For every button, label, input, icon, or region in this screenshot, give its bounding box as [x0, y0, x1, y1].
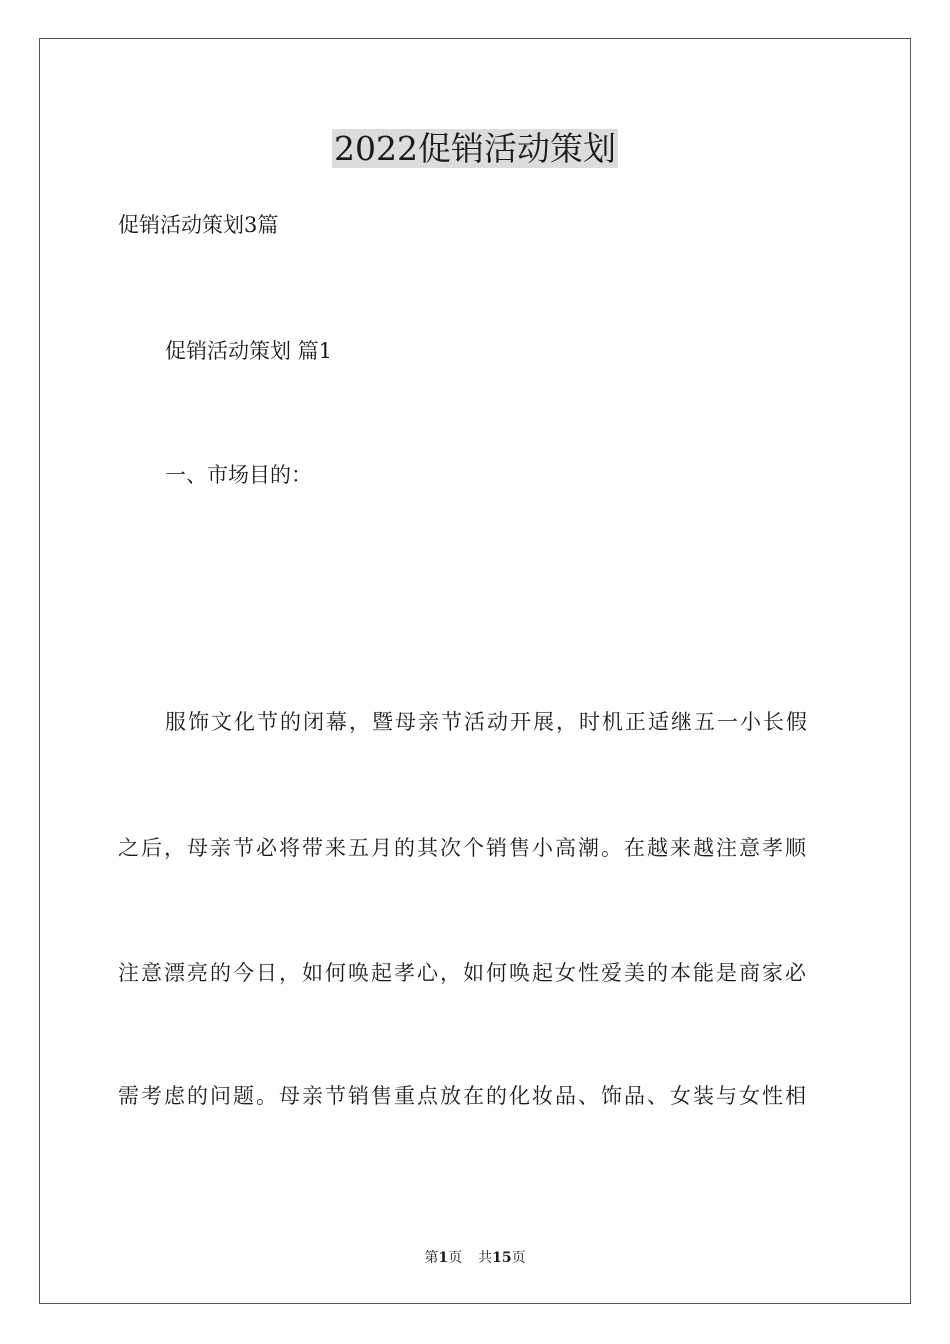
document-subtitle: 促销活动策划3篇 — [118, 213, 279, 237]
page-number: 1 — [438, 1250, 449, 1266]
paragraph-line: 服饰文化节的闭幕，暨母亲节活动开展，时机正适继五一小长假 — [165, 710, 809, 734]
total-suffix: 页 — [511, 1250, 526, 1266]
document-title-text: 2022促销活动策划 — [334, 129, 616, 168]
page-footer — [0, 1249, 950, 1267]
total-pages: 15 — [492, 1250, 512, 1266]
part-heading: 促销活动策划 篇1 — [165, 339, 333, 363]
page-suffix: 页 — [448, 1250, 463, 1266]
paragraph-line: 之后，母亲节必将带来五月的其次个销售小高潮。在越来越注意孝顺 — [118, 836, 808, 860]
paragraph-line: 需考虑的问题。母亲节销售重点放在的化妆品、饰品、女装与女性相 — [118, 1084, 808, 1108]
total-prefix: 共 — [478, 1250, 493, 1266]
paragraph-line: 注意漂亮的今日，如何唤起孝心，如何唤起女性爱美的本能是商家必 — [118, 961, 808, 985]
document-title — [0, 128, 950, 170]
section-heading: 一、市场目的： — [165, 463, 312, 487]
page-prefix: 第 — [424, 1250, 439, 1266]
